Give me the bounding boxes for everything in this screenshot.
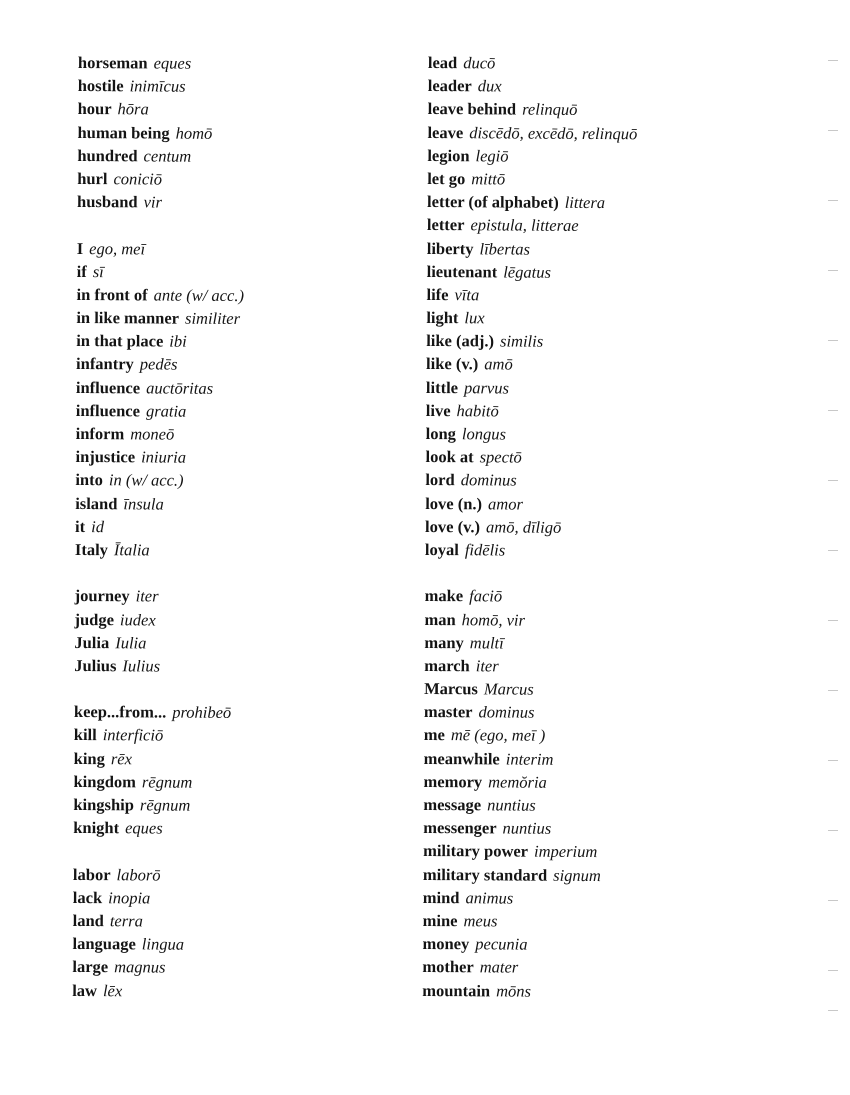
latin-translation: mater — [479, 957, 519, 977]
latin-translation: dux — [477, 76, 502, 96]
english-word: mountain — [422, 980, 491, 1000]
latin-translation: iudex — [119, 609, 156, 629]
entry-gap — [75, 561, 435, 586]
vocab-entry — [424, 747, 784, 772]
vocab-entry — [72, 932, 432, 957]
vocab-entry — [74, 747, 434, 772]
latin-translation: dominus — [478, 702, 535, 722]
english-word: like (v.) — [426, 354, 479, 374]
english-word: mind — [422, 887, 460, 907]
latin-translation: relinquō — [522, 99, 578, 120]
latin-translation: similis — [500, 331, 544, 351]
latin-translation: similiter — [184, 308, 241, 329]
latin-translation: centum — [143, 146, 192, 166]
vocab-entry — [425, 492, 785, 517]
latin-translation: ibi — [169, 331, 187, 351]
english-word: love (n.) — [425, 493, 483, 513]
english-word: law — [72, 980, 98, 1000]
vocab-entry — [426, 283, 786, 308]
english-word: it — [75, 516, 86, 536]
english-word: I — [76, 238, 84, 258]
english-word: infantry — [76, 354, 134, 374]
vocab-entry — [428, 74, 788, 99]
vocab-entry — [76, 283, 436, 308]
vocab-entry — [73, 886, 433, 911]
english-word: judge — [74, 609, 115, 629]
vocab-entry — [423, 770, 783, 795]
vocab-entry — [77, 167, 437, 192]
english-word: military power — [423, 841, 529, 862]
vocab-entry — [74, 700, 434, 725]
vocab-entry — [73, 793, 433, 818]
vocab-entry — [424, 677, 784, 702]
vocab-entry — [427, 190, 787, 215]
vocab-entry — [423, 816, 783, 841]
english-word: loyal — [424, 539, 459, 560]
latin-translation: amō — [484, 354, 513, 374]
english-word: meanwhile — [423, 748, 500, 769]
english-word: messenger — [423, 818, 497, 838]
vocab-entry — [425, 538, 785, 563]
english-word: human being — [77, 122, 170, 143]
english-word: master — [423, 702, 473, 722]
vocab-entry — [75, 445, 435, 470]
english-word: kill — [73, 725, 97, 745]
english-word: kingship — [73, 794, 135, 815]
latin-translation: interim — [505, 749, 554, 769]
english-word: many — [424, 632, 464, 652]
latin-translation: fidēlis — [464, 540, 506, 560]
english-word: large — [72, 957, 109, 977]
english-word: legion — [427, 145, 470, 166]
vocab-entry — [427, 144, 787, 169]
vocab-entry — [424, 723, 784, 748]
vocab-entry — [78, 51, 438, 76]
english-word: kingdom — [73, 771, 136, 792]
latin-translation: in (w/ acc.) — [108, 470, 184, 491]
english-word: leader — [427, 76, 472, 96]
latin-translation: nuntius — [502, 818, 552, 838]
latin-translation: vir — [143, 192, 163, 212]
vocab-entry — [427, 213, 787, 238]
english-word: life — [426, 284, 449, 305]
latin-translation: rēgnum — [139, 795, 191, 815]
vocab-entry — [428, 51, 788, 76]
vocab-entry — [426, 329, 786, 354]
vocab-entry — [427, 260, 787, 285]
vocab-entry — [74, 723, 434, 748]
vocab-entry — [424, 654, 784, 679]
english-word: in like manner — [76, 308, 180, 328]
vocab-entry — [428, 97, 788, 122]
latin-translation: legiō — [475, 146, 509, 166]
latin-translation: lingua — [141, 934, 185, 954]
english-word: hurl — [77, 168, 108, 189]
english-word: love (v.) — [425, 516, 481, 537]
latin-translation: mōns — [496, 980, 532, 1001]
latin-translation: Iulia — [115, 632, 147, 653]
vocab-entry — [75, 515, 435, 540]
english-word: Marcus — [424, 679, 478, 699]
right-column — [422, 51, 788, 1004]
latin-translation: inimīcus — [129, 76, 186, 96]
vocab-entry — [423, 863, 783, 888]
latin-translation: hōra — [117, 99, 149, 119]
english-word: Italy — [74, 539, 109, 560]
vocab-entry — [427, 236, 787, 261]
vocab-entry — [426, 376, 786, 401]
vocab-entry — [73, 816, 433, 841]
left-column — [72, 51, 438, 1004]
latin-translation: amor — [488, 493, 523, 514]
english-word: light — [426, 308, 459, 328]
vocab-entry — [78, 97, 438, 122]
english-word: island — [75, 493, 118, 513]
latin-translation: epistula, litterae — [470, 215, 579, 236]
vocab-entry — [426, 352, 786, 377]
latin-translation: spectō — [479, 447, 522, 467]
latin-translation: eques — [125, 818, 163, 838]
english-word: lead — [427, 52, 458, 73]
english-word: horseman — [77, 52, 148, 73]
latin-translation: meus — [463, 911, 498, 931]
english-word: into — [75, 470, 103, 490]
vocab-entry — [76, 422, 436, 447]
english-word: in front of — [76, 284, 148, 305]
latin-translation: homō — [175, 123, 213, 143]
english-word: money — [422, 934, 470, 954]
vocab-entry — [423, 909, 783, 934]
vocab-entry — [77, 144, 437, 169]
english-word: lieutenant — [426, 261, 498, 282]
english-word: hundred — [77, 145, 138, 166]
latin-translation: terra — [109, 911, 143, 931]
english-word: leave behind — [427, 99, 517, 119]
latin-translation: parvus — [463, 377, 510, 398]
vocab-entry — [73, 909, 433, 934]
latin-translation: pecunia — [475, 934, 528, 954]
vocab-entry — [425, 468, 785, 493]
vocab-entry — [427, 167, 787, 192]
vocab-entry — [77, 121, 437, 146]
latin-translation: lēx — [102, 980, 123, 1000]
english-word: like (adj.) — [426, 331, 495, 351]
latin-translation: signum — [553, 865, 601, 885]
english-word: land — [72, 910, 104, 931]
latin-translation: lux — [464, 308, 485, 328]
latin-translation: īnsula — [123, 493, 164, 514]
latin-translation: gratia — [145, 401, 187, 421]
english-word: lord — [425, 470, 455, 490]
english-word: if — [76, 261, 87, 281]
english-word: Julia — [74, 632, 110, 652]
english-word: injustice — [75, 447, 136, 467]
latin-translation: inopia — [108, 887, 151, 908]
latin-translation: Iulius — [122, 656, 161, 676]
vocab-entry — [423, 886, 783, 911]
latin-translation: imperium — [533, 842, 598, 862]
vocab-entry — [75, 468, 435, 493]
latin-translation: littera — [564, 192, 606, 213]
vocab-entry — [74, 607, 434, 632]
vocab-entry — [424, 700, 784, 725]
english-word: man — [424, 609, 456, 629]
english-word: memory — [423, 771, 483, 792]
vocab-entry — [424, 631, 784, 656]
vocab-entry — [423, 839, 783, 864]
latin-translation: id — [91, 516, 105, 536]
latin-translation: eques — [153, 53, 192, 73]
english-word: leave — [427, 122, 464, 142]
english-word: journey — [74, 586, 130, 606]
vocab-entry — [426, 399, 786, 424]
vocab-entry — [76, 399, 436, 424]
english-word: language — [72, 934, 136, 954]
latin-translation: Ītalia — [113, 540, 150, 560]
latin-translation: discēdō, excēdō, relinquō — [469, 122, 638, 143]
english-word: little — [425, 377, 459, 397]
latin-translation: pedēs — [139, 354, 178, 375]
vocab-entry — [78, 74, 438, 99]
vocab-entry — [424, 607, 784, 632]
english-word: letter (of alphabet) — [427, 192, 559, 212]
vocab-entry — [74, 631, 434, 656]
latin-translation: prohibeō — [172, 702, 232, 723]
latin-translation: ducō — [463, 53, 496, 73]
vocab-entry — [75, 584, 435, 609]
vocab-entry — [76, 376, 436, 401]
entry-gap — [74, 677, 434, 702]
english-word: let go — [427, 168, 466, 189]
vocab-entry — [76, 329, 436, 354]
latin-translation: habitō — [456, 400, 499, 421]
vocab-entry — [422, 955, 782, 980]
english-word: long — [425, 423, 456, 444]
latin-translation: homō, vir — [461, 609, 526, 630]
english-word: live — [425, 400, 451, 420]
english-word: king — [73, 748, 105, 768]
latin-translation: Marcus — [483, 679, 534, 699]
vocab-entry — [75, 492, 435, 517]
english-word: labor — [72, 864, 111, 884]
english-word: in that place — [76, 331, 164, 351]
entry-gap — [77, 213, 437, 238]
vocab-entry — [77, 260, 437, 285]
vocab-entry — [75, 538, 435, 563]
latin-translation: lēgatus — [503, 262, 551, 282]
vocab-entry — [74, 654, 434, 679]
entry-gap — [425, 561, 785, 586]
english-word: make — [424, 586, 464, 606]
vocab-entry — [425, 515, 785, 540]
entry-gap — [73, 839, 433, 864]
latin-translation: memŏria — [488, 772, 547, 792]
latin-translation: dominus — [460, 470, 517, 490]
latin-translation: faciō — [469, 586, 503, 606]
english-word: hour — [77, 99, 112, 119]
vocab-entry — [426, 422, 786, 447]
latin-translation: mittō — [471, 169, 506, 189]
latin-translation: moneō — [130, 424, 175, 444]
vocab-entry — [76, 352, 436, 377]
binding-edge — [816, 0, 850, 1095]
english-word: knight — [73, 818, 120, 838]
vocab-entry — [427, 121, 787, 146]
english-word: Julius — [74, 655, 117, 676]
vocab-entry — [425, 584, 785, 609]
latin-translation: coniciō — [113, 169, 163, 189]
latin-translation: vīta — [454, 285, 480, 305]
vocab-entry — [73, 863, 433, 888]
latin-translation: mē (ego, meī ) — [450, 725, 546, 746]
english-word: me — [423, 725, 445, 745]
latin-translation: rēgnum — [141, 772, 193, 792]
latin-translation: magnus — [114, 957, 166, 977]
latin-translation: interficiō — [102, 725, 164, 745]
english-word: march — [424, 655, 470, 676]
vocab-entry — [77, 190, 437, 215]
vocab-entry — [422, 978, 782, 1003]
latin-translation: ante (w/ acc.) — [153, 285, 245, 305]
latin-translation: multī — [469, 632, 504, 653]
vocab-entry — [425, 445, 785, 470]
english-word: message — [423, 794, 482, 815]
vocab-entry — [73, 770, 433, 795]
english-word: influence — [75, 400, 141, 421]
latin-translation: iter — [475, 656, 499, 676]
vocab-entry — [423, 793, 783, 818]
latin-translation: amō, dīligō — [486, 517, 562, 537]
latin-translation: sī — [92, 261, 104, 281]
english-word: influence — [75, 377, 141, 398]
latin-translation: animus — [465, 887, 514, 908]
latin-translation: lībertas — [479, 238, 531, 259]
english-word: mother — [422, 957, 474, 977]
english-word: letter — [426, 215, 465, 235]
english-word: military standard — [422, 864, 548, 885]
vocab-entry — [426, 306, 786, 331]
vocab-entry — [72, 978, 432, 1003]
english-word: inform — [75, 423, 125, 444]
latin-translation: rēx — [110, 748, 133, 768]
latin-translation: nuntius — [487, 795, 536, 815]
vocab-entry — [77, 236, 437, 261]
vocab-entry — [422, 932, 782, 957]
latin-translation: ego, meī — [89, 238, 146, 258]
latin-translation: auctōritas — [146, 378, 214, 398]
latin-translation: iniuria — [141, 447, 187, 467]
latin-translation: longus — [461, 424, 507, 444]
vocab-entry — [72, 955, 432, 980]
latin-translation: iter — [135, 586, 159, 606]
english-word: keep...from... — [73, 702, 167, 722]
latin-translation: laborō — [116, 864, 161, 885]
english-word: mine — [422, 910, 458, 931]
english-word: liberty — [426, 238, 474, 258]
english-word: lack — [72, 887, 103, 907]
english-word: look at — [425, 447, 474, 467]
english-word: husband — [77, 192, 138, 212]
english-word: hostile — [77, 76, 124, 96]
vocab-entry — [76, 306, 436, 331]
